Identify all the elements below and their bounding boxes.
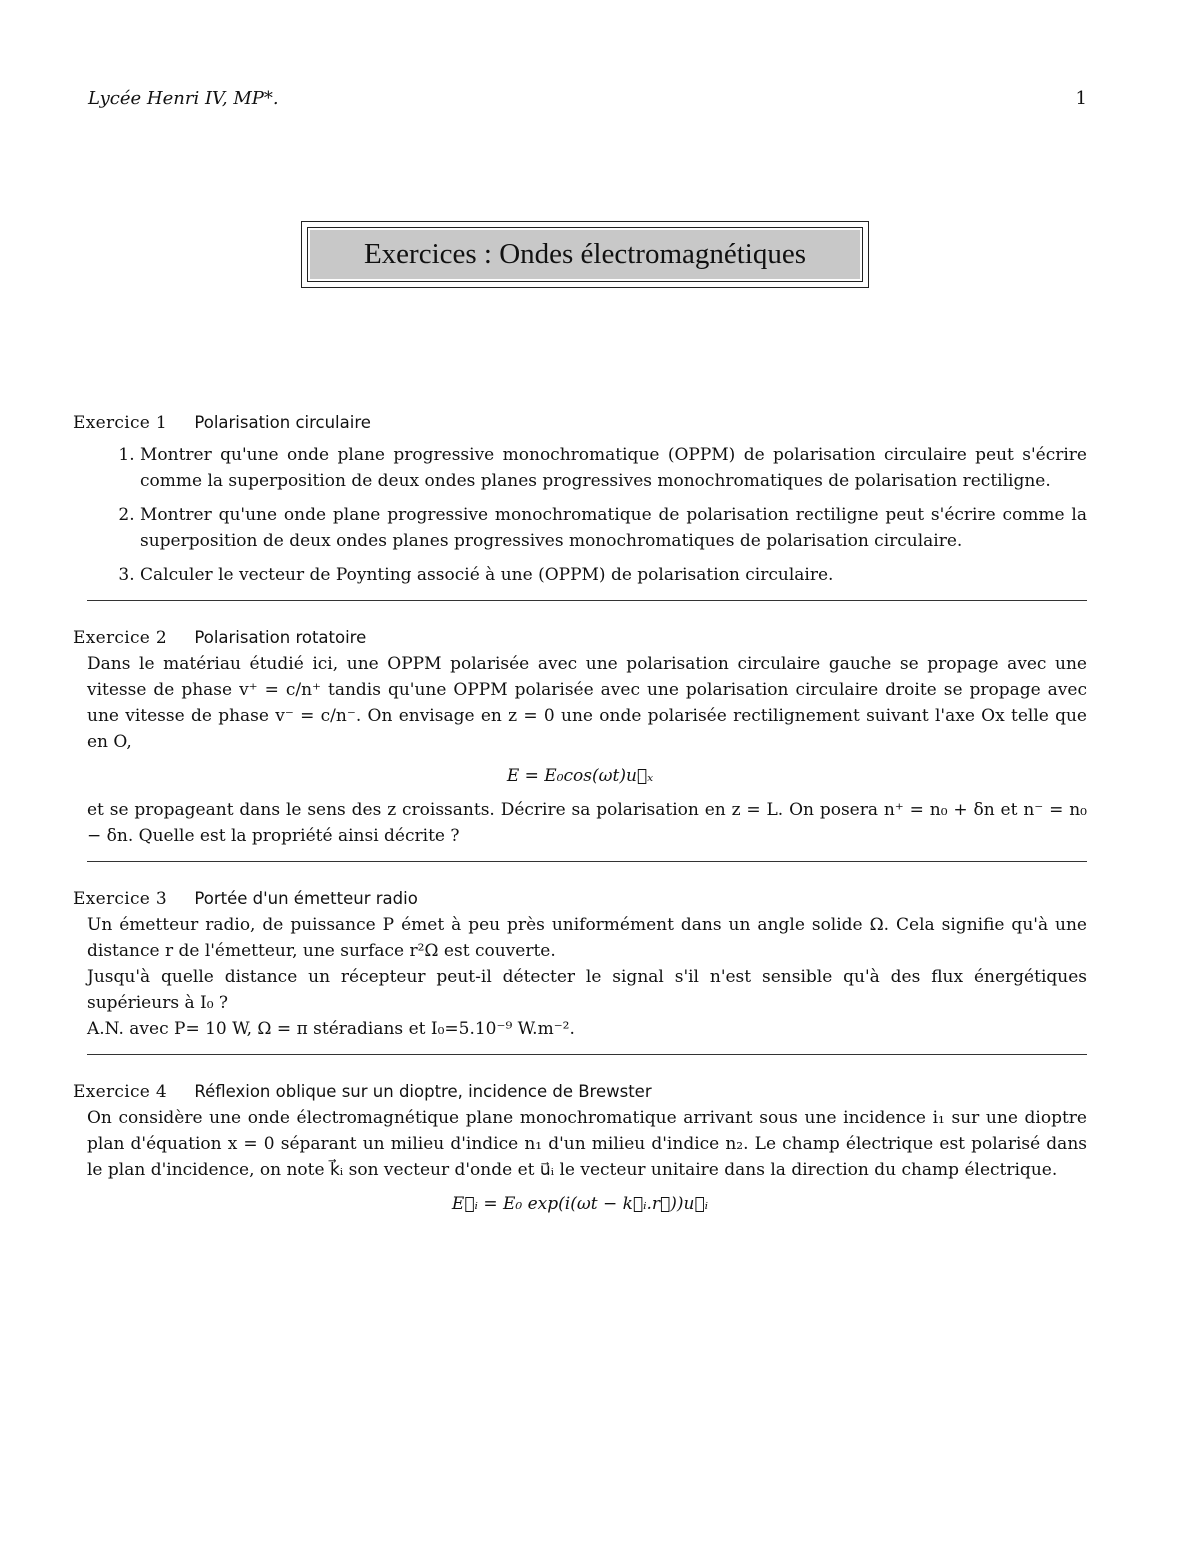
- page-header: [88, 88, 1087, 109]
- equation: E = E₀cos(ωt)u⃗ₓ: [506, 766, 654, 786]
- exercise-subtitle: Portée d'un émetteur radio: [194, 889, 418, 908]
- header-school: Lycée Henri IV, MP*.: [88, 88, 279, 109]
- exercise-text: Un émetteur radio, de puissance P émet à peu près uniformément dans un angle solide Ω. Cela signifie qu'à une distance r de l'émetteur, une surface r²Ω est couverte.: [87, 915, 1087, 961]
- exercise-subtitle: Polarisation circulaire: [194, 413, 371, 432]
- divider: [87, 600, 1087, 601]
- question-item: 1. Montrer qu'une onde plane progressive monochromatique (OPPM) de polarisation circulaire peut s'écrire comme la superposition de deux ondes planes progressives monochromatiques de polarisation rectiligne.: [140, 442, 1087, 494]
- divider: [87, 861, 1087, 862]
- exercise-2: [73, 625, 1087, 849]
- exercises-content: [73, 410, 1087, 1229]
- exercise-heading: [73, 625, 1087, 651]
- exercise-1: [73, 410, 1087, 588]
- question-item: 3. Calculer le vecteur de Poynting associé à une (OPPM) de polarisation circulaire.: [140, 562, 1087, 588]
- exercise-text: On considère une onde électromagnétique plane monochromatique arrivant sous une incidence i₁ sur une dioptre plan d'équation x = 0 séparant un milieu d'indice n₁ d'un milieu d'indice n₂. Le champ électrique est polarisé dans le plan d'incidence, on note k⃗ᵢ son vecteur d'onde et u⃗ᵢ le vecteur unitaire dans la direction du champ électrique.: [87, 1108, 1087, 1180]
- divider: [87, 1054, 1087, 1055]
- exercise-label: Exercice 3: [73, 889, 167, 909]
- exercise-label: Exercice 1: [73, 413, 167, 433]
- page-number: 1: [1075, 88, 1087, 109]
- exercise-label: Exercice 4: [73, 1082, 167, 1102]
- exercise-subtitle: Polarisation rotatoire: [194, 628, 367, 647]
- exercise-text: A.N. avec P= 10 W, Ω = π stéradians et I₀=5.10⁻⁹ W.m⁻².: [87, 1019, 575, 1039]
- exercise-subtitle: Réflexion oblique sur un dioptre, incidence de Brewster: [194, 1082, 652, 1101]
- page-title: Exercices : Ondes électromagnétiques: [310, 230, 860, 279]
- equation: E⃗ᵢ = E₀ exp(i(ωt − k⃗ᵢ.r⃗))u⃗ᵢ: [451, 1194, 709, 1214]
- exercise-heading: [73, 410, 1087, 436]
- exercise-3: [73, 886, 1087, 1042]
- exercise-text: Dans le matériau étudié ici, une OPPM polarisée avec une polarisation circulaire gauche se propage avec une vitesse de phase v⁺ = c/n⁺ tandis qu'une OPPM polarisée avec une polarisation circulaire droite se propage avec une vitesse de phase v⁻ = c/n⁻. On envisage en z = 0 une onde polarisée rectilignement suivant l'axe Ox telle que en O,: [87, 654, 1087, 752]
- title-frame: [301, 221, 869, 288]
- exercise-label: Exercice 2: [73, 628, 167, 648]
- question-item: 2. Montrer qu'une onde plane progressive monochromatique de polarisation rectiligne peut s'écrire comme la superposition de deux ondes planes progressives monochromatiques de polarisation circulaire.: [140, 502, 1087, 554]
- exercise-text: et se propageant dans le sens des z croissants. Décrire sa polarisation en z = L. On posera n⁺ = n₀ + δn et n⁻ = n₀ − δn. Quelle est la propriété ainsi décrite ?: [87, 800, 1087, 846]
- exercise-heading: [73, 1079, 1087, 1105]
- question-list: [73, 442, 1087, 588]
- exercise-text: Jusqu'à quelle distance un récepteur peut-il détecter le signal s'il n'est sensible qu'à des flux énergétiques supérieurs à I₀ ?: [87, 967, 1087, 1013]
- exercise-heading: [73, 886, 1087, 912]
- exercise-4: [73, 1079, 1087, 1217]
